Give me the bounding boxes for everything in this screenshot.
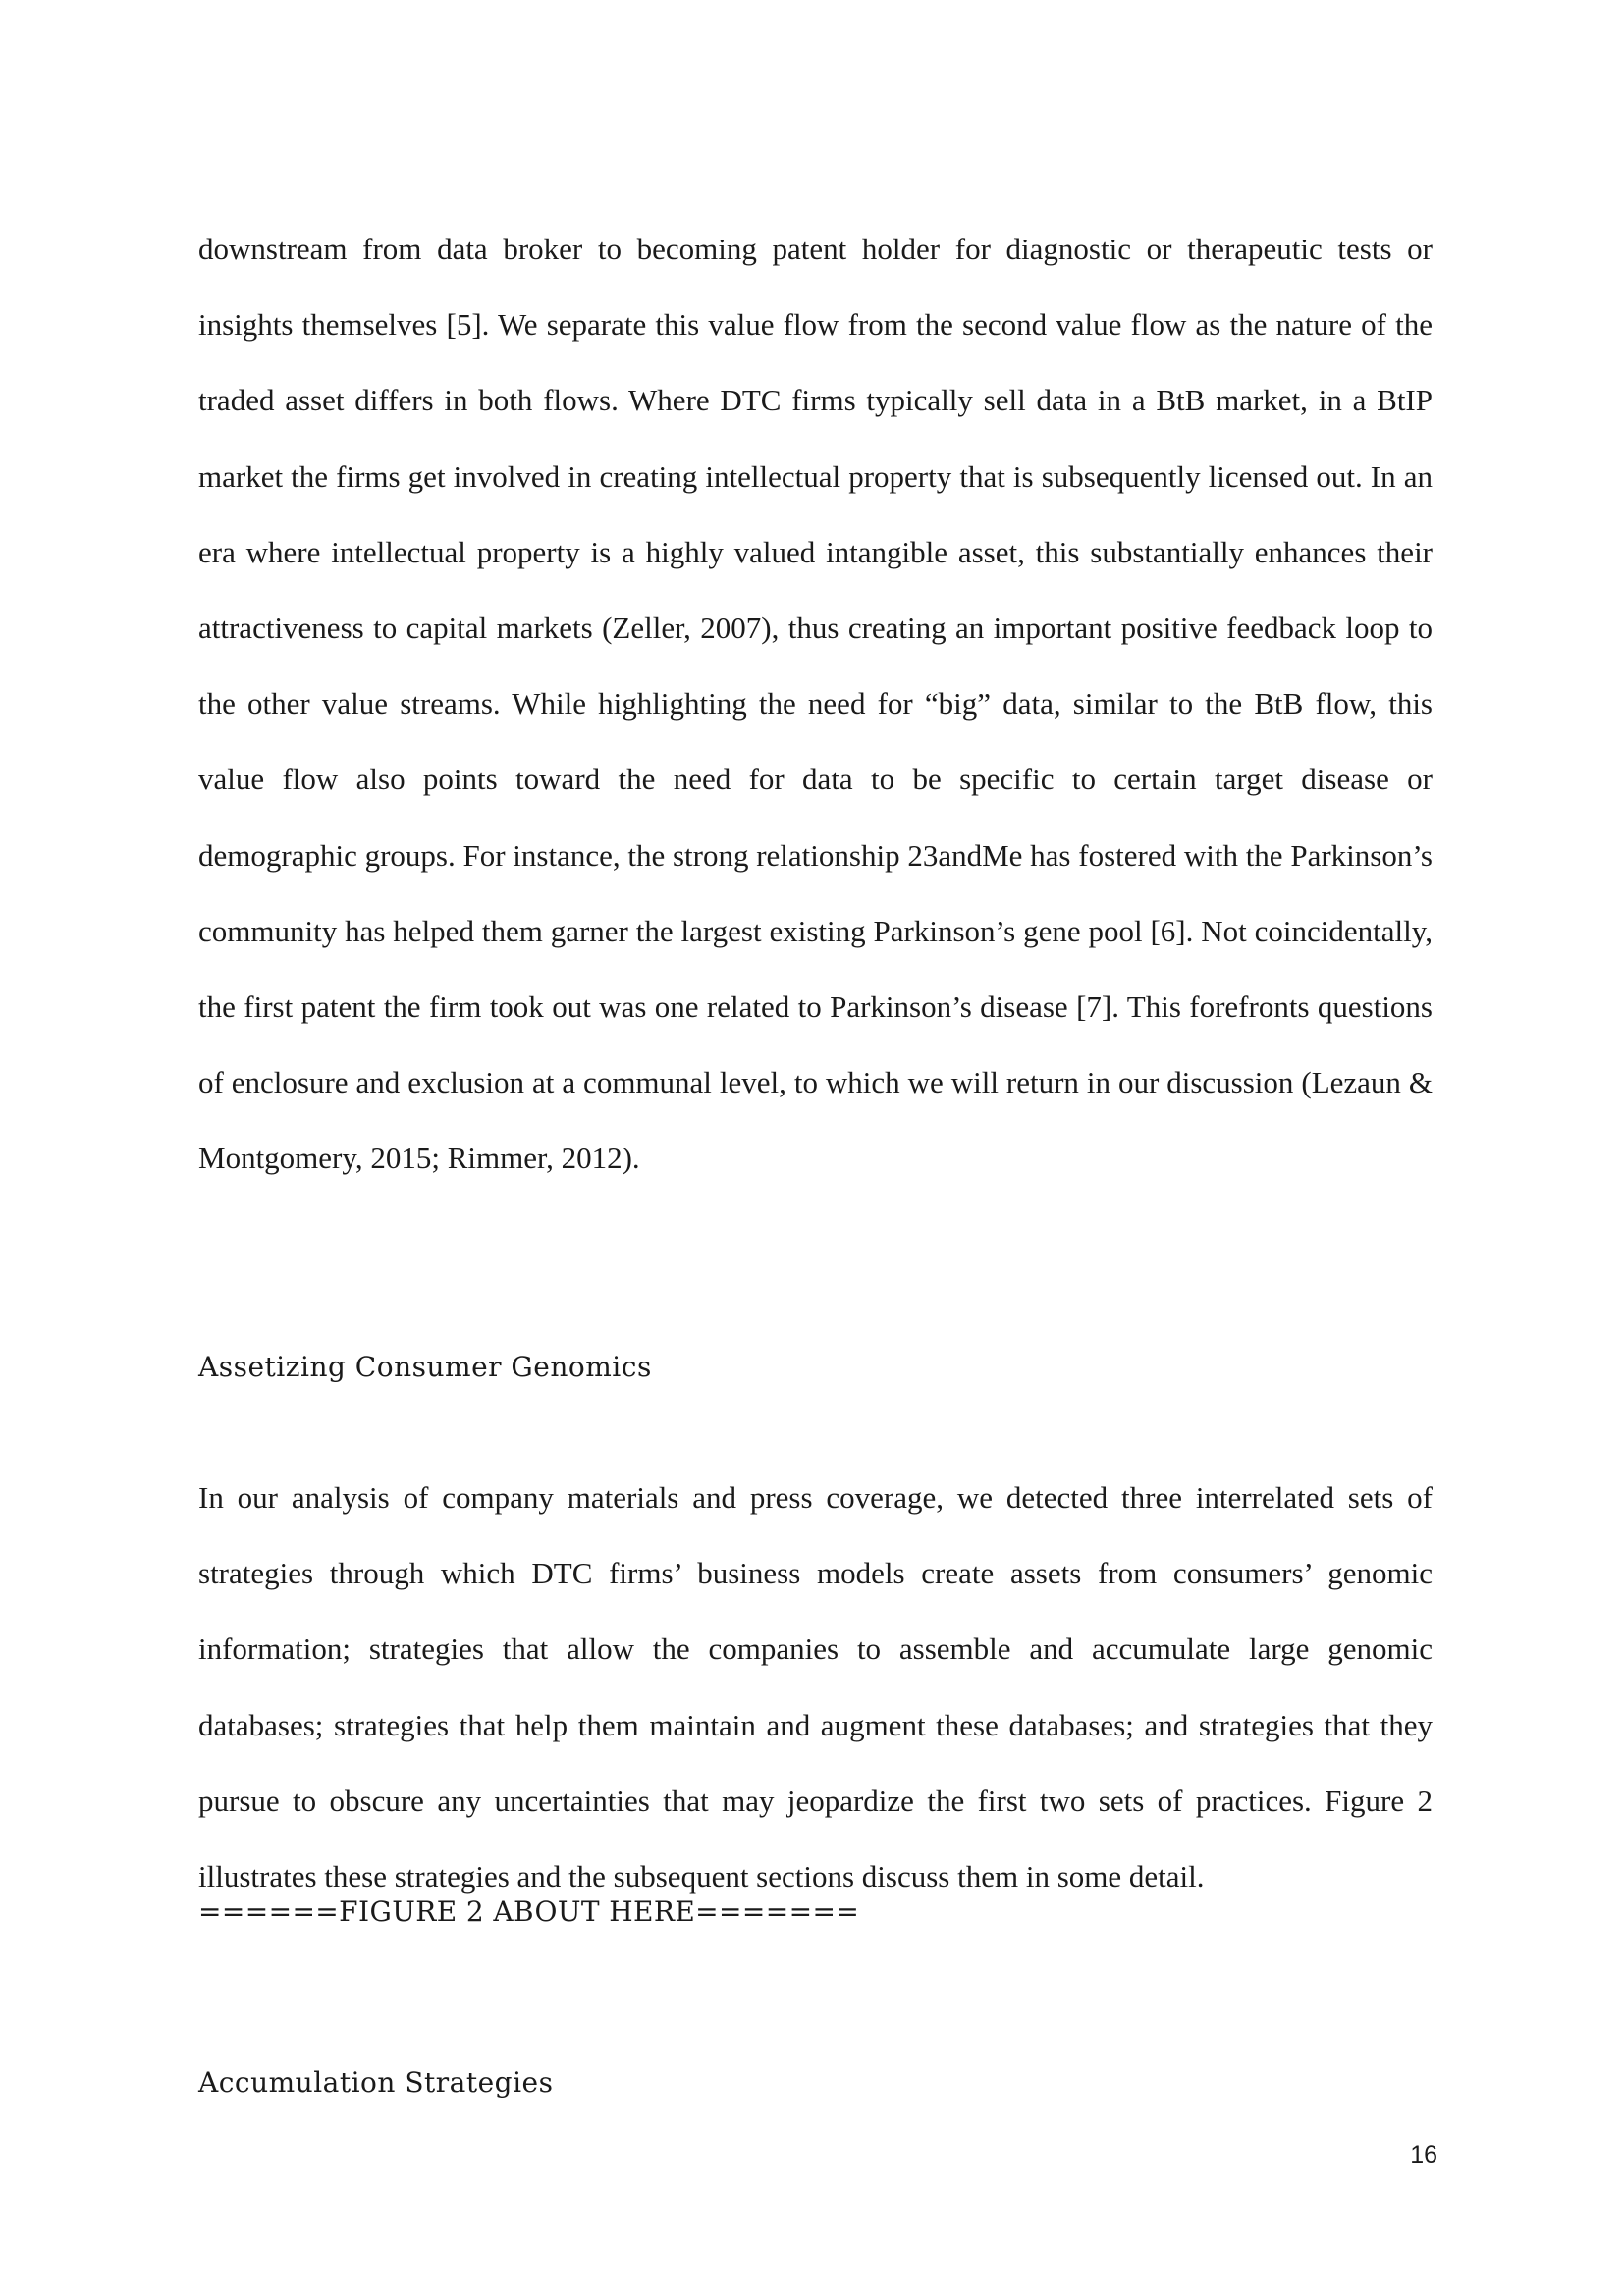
paragraph-text: In our analysis of company materials and press coverage, we detected three interrelated sets of strategies through which DTC firms’ business models create assets from consumers’ genomic information; strategies that allow the companies to assemble and accumulate large genomic databases; strategies that help them maintain and augment these databases; and strategies that they pursue to obscure any uncertainties that may jeopardize the first two sets of practices. Figure 2 illustrates these strategies and the subsequent sections discuss them in some detail. <box>198 1480 1433 1895</box>
body-paragraph <box>198 1429 1433 1945</box>
section-heading: Accumulation Strategies <box>198 2066 554 2099</box>
figure-placeholder: ======FIGURE 2 ABOUT HERE======= <box>198 1896 860 1928</box>
page-number: 16 <box>1410 2141 1437 2168</box>
section-heading: Assetizing Consumer Genomics <box>198 1351 652 1383</box>
body-paragraph <box>198 181 1433 1227</box>
paragraph-text: downstream from data broker to becoming patent holder for diagnostic or therapeutic tests or insights themselves [5]. We separate this value flow from the second value flow as the nature of the traded asset differs in both flows. Where DTC firms typically sell data in a BtB market, in a BtIP market the firms get involved in creating intellectual property that is subsequently licensed out. In an era where intellectual property is a highly valued intangible asset, this substantially enhances their attractiveness to capital markets (Zeller, 2007), thus creating an important positive feedback loop to the other value streams. While highlighting the need for “big” data, similar to the BtB flow, this value flow also points toward the need for data to be specific to certain target disease or demographic groups. For instance, the strong relationship 23andMe has fostered with the Parkinson’s community has helped them garner the largest existing Parkinson’s gene pool [6]. Not coincidentally, the first patent the firm took out was one related to Parkinson’s disease [7]. This forefronts questions of enclosure and exclusion at a communal level, to which we will return in our discussion (Lezaun & Montgomery, 2015; Rimmer, 2012). <box>198 232 1433 1176</box>
